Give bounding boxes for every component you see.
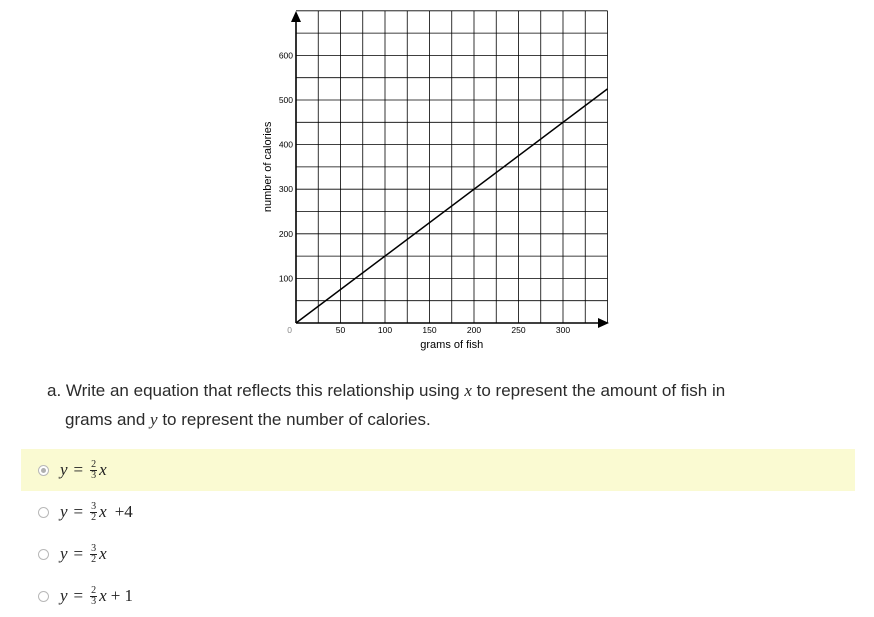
x-tick-label: 300 [555,325,571,335]
origin-label: 0 [287,325,292,335]
y-axis-label: number of calories [262,121,274,213]
x-tick-label: 200 [466,325,482,335]
option-equation: y = $\frac{2}{3}$ x + 1 [60,584,134,607]
question-prefix: a. Write an equation that reflects this relationship using [47,381,465,400]
question-text [47,376,837,434]
y-tick-label: 500 [278,95,293,105]
option-2[interactable] [21,491,855,533]
option-equation: y = $\frac{2}{3}$ x [60,458,107,481]
question-mid: to represent the amount of fish in [471,381,726,400]
radio-button[interactable] [38,465,49,476]
x-tick-label: 250 [511,325,526,335]
y-tick-label: 300 [278,184,293,195]
question-line2: grams and [65,410,151,429]
radio-button[interactable] [38,591,49,602]
y-tick-label: 400 [278,139,293,150]
x-tick-label: 50 [335,325,346,335]
option-1[interactable] [21,449,855,491]
radio-button[interactable] [38,507,49,518]
var-y: y [150,410,158,429]
y-tick-label: 600 [278,50,293,61]
y-axis-arrow [291,11,301,22]
option-equation: y = $\frac{3}{2}$ x +4 [60,500,133,523]
y-tick-label: 200 [278,228,293,239]
question-suffix: to represent the number of calories. [157,410,431,429]
y-tick-label: 100 [278,273,293,284]
radio-button[interactable] [38,549,49,560]
var-x: x [464,381,472,400]
option-3[interactable] [21,533,855,575]
x-tick-label: 100 [377,325,393,335]
x-axis-label: grams of fish [420,339,484,351]
answer-options [21,449,855,617]
option-4[interactable] [21,575,855,617]
option-equation: y = $\frac{3}{2}$ x [60,542,107,565]
x-tick-label: 150 [422,325,437,335]
